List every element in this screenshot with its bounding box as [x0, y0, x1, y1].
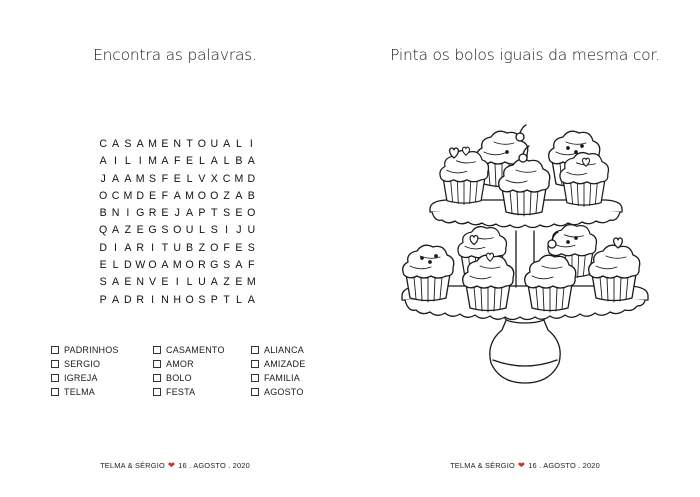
grid-letter: M [148, 138, 157, 150]
grid-letter: L [198, 155, 205, 168]
grid-letter: T [211, 207, 218, 220]
grid-letter: E [99, 259, 107, 272]
grid-letter: E [235, 241, 243, 254]
grid-letter: E [161, 276, 169, 289]
grid-letter: U [198, 276, 206, 289]
grid-letter: S [124, 138, 132, 150]
grid-letter: S [247, 241, 255, 254]
grid-letter: I [151, 293, 155, 306]
grid-letter: E [161, 207, 169, 220]
grid-letter: T [186, 138, 193, 150]
grid-letter: R [136, 241, 145, 254]
grid-letter: A [173, 189, 181, 202]
grid-letter: I [138, 155, 142, 168]
grid-letter: G [136, 207, 145, 220]
word-label: AGOSTO [264, 387, 304, 397]
grid-letter: S [210, 224, 218, 237]
grid-letter: L [186, 276, 193, 289]
word-label: PADRINHOS [64, 345, 119, 355]
left-footer [0, 460, 350, 471]
grid-letter: E [124, 276, 132, 289]
grid-letter: L [236, 293, 242, 306]
grid-letter: A [124, 172, 132, 185]
grid-letter: A [111, 224, 120, 237]
checkbox[interactable] [51, 388, 59, 396]
grid-letter: M [172, 259, 182, 272]
grid-letter: I [114, 155, 117, 168]
grid-letter: A [161, 155, 169, 168]
word-label: TELMA [64, 387, 96, 397]
grid-letter: O [173, 224, 182, 237]
grid-letter: U [210, 138, 219, 150]
grid-letter: M [185, 189, 194, 202]
grid-letter: J [100, 172, 106, 185]
grid-letter: D [247, 172, 256, 185]
grid-letter: S [198, 293, 206, 306]
grid-letter: L [124, 155, 131, 168]
grid-letter: F [248, 259, 255, 272]
grid-letter: H [173, 293, 182, 306]
word-item [251, 385, 305, 399]
grid-letter: G [148, 224, 157, 237]
grid-letter: D [124, 293, 132, 306]
word-label: BOLO [166, 373, 192, 383]
grid-letter: S [149, 172, 157, 185]
checkbox[interactable] [153, 374, 161, 382]
grid-letter: U [173, 241, 182, 254]
grid-letter: O [185, 293, 194, 306]
grid-letter: L [186, 172, 193, 185]
grid-letter: E [149, 189, 157, 202]
grid-letter: O [210, 241, 219, 254]
grid-letter: T [223, 293, 230, 306]
heart-icon: ❤ [517, 460, 526, 470]
footer-names: TELMA & SÉRGIO [100, 461, 165, 470]
grid-letter: N [111, 207, 120, 220]
grid-letter: O [210, 189, 219, 202]
grid-letter: F [223, 241, 230, 254]
grid-letter: S [223, 259, 231, 272]
grid-letter: C [99, 138, 107, 150]
word-label: FESTA [166, 387, 196, 397]
grid-letter: I [249, 138, 253, 150]
word-column [51, 343, 119, 399]
footer-names: TELMA & SÉRGIO [450, 461, 515, 470]
grid-letter: L [198, 224, 205, 237]
word-column [251, 343, 305, 399]
grid-letter: A [111, 293, 120, 306]
grid-letter: V [149, 276, 157, 289]
word-label: AMOR [166, 359, 194, 369]
grid-letter: A [124, 241, 132, 254]
grid-letter: E [161, 138, 169, 150]
checkbox[interactable] [153, 346, 161, 354]
grid-letter: A [223, 138, 231, 150]
grid-letter: M [246, 276, 256, 289]
grid-letter: U [185, 224, 194, 237]
grid-letter: E [186, 155, 194, 168]
grid-letter: O [197, 189, 207, 202]
grid-letter: S [223, 207, 231, 220]
grid-letter: D [99, 241, 107, 254]
grid-letter: I [225, 224, 229, 237]
grid-letter: A [235, 189, 243, 202]
grid-letter: N [173, 138, 182, 150]
grid-letter: F [173, 155, 181, 168]
grid-letter: M [148, 155, 157, 168]
word-item [153, 385, 225, 399]
grid-letter: C [222, 172, 231, 185]
grid-letter: G [210, 259, 219, 272]
grid-letter: A [161, 259, 169, 272]
grid-letter: L [112, 259, 119, 272]
checkbox[interactable] [251, 388, 259, 396]
grid-letter: B [235, 155, 243, 168]
grid-letter: A [99, 155, 107, 168]
grid-letter: S [99, 276, 107, 289]
checkbox[interactable] [153, 360, 161, 368]
word-search-grid [97, 136, 257, 309]
checkbox[interactable] [51, 374, 59, 382]
grid-letter: I [151, 241, 155, 254]
grid-letter: R [198, 259, 206, 272]
grid-letter: D [136, 189, 145, 202]
cupcake-stand-illustration [350, 0, 700, 497]
grid-letter: P [210, 293, 218, 306]
grid-letter: M [123, 189, 133, 202]
word-item [251, 371, 305, 385]
left-page-title: Encontra as palavras. [93, 46, 257, 64]
grid-letter: A [247, 293, 255, 306]
grid-letter: B [186, 241, 194, 254]
grid-letter: O [99, 189, 108, 202]
checkbox[interactable] [51, 346, 59, 354]
grid-letter: J [174, 207, 180, 220]
grid-letter: C [111, 189, 120, 202]
grid-letter: O [185, 259, 194, 272]
grid-letter: P [198, 207, 206, 220]
grid-letter: A [111, 138, 120, 150]
grid-letter: Z [124, 224, 132, 237]
word-label: SERGIO [64, 359, 101, 369]
grid-letter: L [236, 138, 242, 150]
word-item [51, 385, 119, 399]
word-item [51, 371, 119, 385]
grid-letter: M [135, 172, 145, 185]
grid-letter: Q [99, 224, 108, 237]
grid-letter: E [173, 172, 181, 185]
word-item [153, 371, 225, 385]
grid-letter: O [197, 138, 207, 150]
grid-letter: M [234, 172, 244, 185]
word-item [51, 343, 119, 357]
grid-letter: V [198, 172, 206, 185]
word-label: ALIANCA [264, 345, 304, 355]
word-item [251, 343, 305, 357]
grid-letter: U [247, 224, 256, 237]
grid-letter: E [235, 276, 243, 289]
grid-letter: A [111, 276, 120, 289]
checkbox[interactable] [251, 346, 259, 354]
grid-letter: P [99, 293, 107, 306]
grid-letter: I [126, 207, 130, 220]
word-item [51, 357, 119, 371]
checkbox[interactable] [251, 360, 259, 368]
heart-icon: ❤ [167, 460, 176, 470]
grid-letter: I [175, 276, 179, 289]
grid-letter: A [136, 138, 144, 150]
checkbox[interactable] [153, 388, 161, 396]
right-footer [350, 460, 700, 471]
grid-letter: A [247, 155, 255, 168]
right-page [350, 0, 700, 497]
grid-letter: Z [223, 276, 230, 289]
word-item [153, 343, 225, 357]
grid-letter: A [210, 276, 218, 289]
grid-letter: I [114, 241, 117, 254]
grid-letter: X [210, 172, 218, 185]
checkbox[interactable] [51, 360, 59, 368]
checkbox[interactable] [251, 374, 259, 382]
grid-letter: J [236, 224, 242, 237]
word-label: AMIZADE [264, 359, 306, 369]
grid-letter: F [161, 172, 169, 185]
grid-letter: A [235, 259, 243, 272]
word-label: IGREJA [64, 373, 98, 383]
word-label: CASAMENTO [166, 345, 225, 355]
word-label: FAMILIA [264, 373, 300, 383]
word-item [153, 357, 225, 371]
grid-letter: S [161, 224, 169, 237]
grid-letter: O [247, 207, 256, 220]
grid-letter: N [136, 276, 145, 289]
footer-date: 16 . AGOSTO . 2020 [178, 461, 250, 470]
grid-letter: E [136, 224, 144, 237]
word-item [251, 357, 305, 371]
grid-letter: W [135, 259, 146, 272]
grid-letter: L [223, 155, 230, 168]
grid-letter: B [99, 207, 107, 220]
grid-letter: A [210, 155, 218, 168]
grid-letter: T [161, 241, 169, 254]
word-column [153, 343, 225, 399]
grid-letter: F [161, 189, 169, 202]
grid-letter: A [186, 207, 194, 220]
grid-letter: B [247, 189, 255, 202]
grid-letter: A [111, 172, 120, 185]
grid-letter: N [161, 293, 169, 306]
grid-letter: O [148, 259, 157, 272]
footer-date: 16 . AGOSTO . 2020 [528, 461, 600, 470]
grid-letter: R [136, 293, 145, 306]
grid-letter: R [148, 207, 157, 220]
right-page-title: Pinta os bolos iguais da mesma cor. [390, 46, 660, 64]
grid-letter: E [235, 207, 243, 220]
grid-letter: Z [198, 241, 206, 254]
grid-letter: D [124, 259, 132, 272]
grid-letter: Z [223, 189, 230, 202]
